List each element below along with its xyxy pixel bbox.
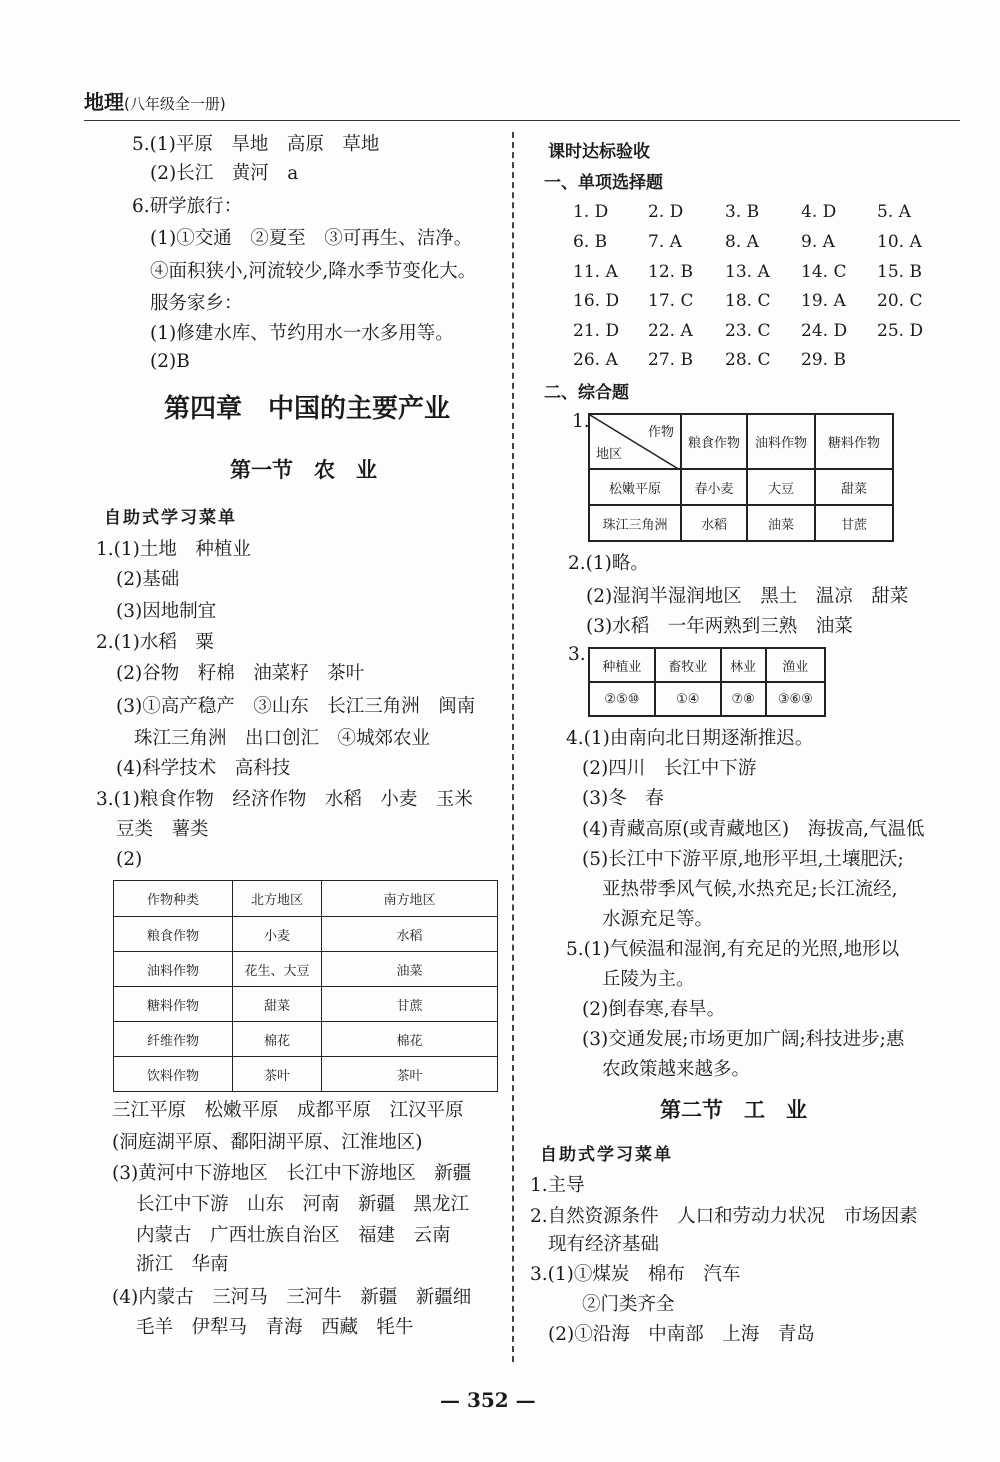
mc-answer: 7. A xyxy=(648,232,682,252)
comprehensive-heading: 二、综合题 xyxy=(544,383,629,403)
table-cell: ③⑥⑨ xyxy=(766,682,825,716)
answer-line: 珠江三角洲 出口创汇 ④城郊农业 xyxy=(134,728,431,749)
table-row xyxy=(589,682,825,716)
table-header-cell: 渔业 xyxy=(766,648,825,682)
table-header-row xyxy=(589,414,893,469)
answer-line: (2)倒春寒,春旱。 xyxy=(582,999,726,1020)
crop-table xyxy=(113,880,498,1092)
mc-answer: 28. C xyxy=(725,350,771,370)
answer-line: (2) xyxy=(116,849,143,870)
table-cell: ①④ xyxy=(655,682,721,716)
corner-label-top: 作物 xyxy=(647,425,674,440)
mc-answer: 4. D xyxy=(801,202,837,222)
answer-line: 浙江 华南 xyxy=(136,1254,229,1275)
table-cell: 油菜 xyxy=(747,505,815,541)
table-cell: 饮料作物 xyxy=(114,1057,233,1092)
answer-line: (2)B xyxy=(150,351,190,372)
answer-line: 内蒙古 广西壮族自治区 福建 云南 xyxy=(136,1225,451,1246)
mc-answer: 19. A xyxy=(801,291,846,311)
table-cell: 粮食作物 xyxy=(114,917,233,952)
answer-line: (5)长江中下游平原,地形平坦,土壤肥沃; xyxy=(582,849,904,870)
mc-answer: 22. A xyxy=(648,321,693,341)
answer-line: (4)内蒙古 三河马 三河牛 新疆 新疆细 xyxy=(112,1287,472,1308)
section-title: 第一节 农 业 xyxy=(230,458,377,482)
table-cell: 水稻 xyxy=(681,505,747,541)
mc-answer: 10. A xyxy=(877,232,922,252)
answer-line: 6.研学旅行： xyxy=(132,196,243,217)
table-cell: 甜菜 xyxy=(233,987,322,1022)
table-cell: 甘蔗 xyxy=(815,505,893,541)
table-cell: 甘蔗 xyxy=(322,987,498,1022)
table-row xyxy=(114,987,498,1022)
answer-line: (2)谷物 籽棉 油菜籽 茶叶 xyxy=(116,663,365,684)
check-heading: 课时达标验收 xyxy=(548,142,650,162)
mc-answer: 20. C xyxy=(877,291,923,311)
answer-line: 3.(1)粮食作物 经济作物 水稻 小麦 玉米 xyxy=(96,789,473,810)
answer-line: 5.(1)平原 旱地 高原 草地 xyxy=(132,134,380,155)
header-grade: (八年级全一册) xyxy=(124,95,226,113)
mc-answer: 25. D xyxy=(877,321,924,341)
table-cell: 油料作物 xyxy=(114,952,233,987)
table-cell: 水稻 xyxy=(322,917,498,952)
answer-line: (洞庭湖平原、鄱阳湖平原、江淮地区) xyxy=(112,1132,423,1153)
mc-answer: 6. B xyxy=(573,232,608,252)
single-choice-heading: 一、单项选择题 xyxy=(544,173,663,193)
table-header-cell: 粮食作物 xyxy=(681,414,747,469)
table-cell: 糖料作物 xyxy=(114,987,233,1022)
column-divider xyxy=(512,132,514,1362)
answer-line: 1.(1)土地 种植业 xyxy=(96,539,251,560)
table-row xyxy=(114,1057,498,1092)
answer-line: 豆类 薯类 xyxy=(116,819,209,840)
table-header-cell: 糖料作物 xyxy=(815,414,893,469)
mc-answer: 2. D xyxy=(648,202,684,222)
table-cell: 珠江三角洲 xyxy=(589,505,681,541)
table-cell: 大豆 xyxy=(747,469,815,505)
answer-line: ②门类齐全 xyxy=(582,1294,675,1315)
mc-answer: 18. C xyxy=(725,291,771,311)
answer-line: 3. xyxy=(568,644,586,665)
answer-line: 2.(1)略。 xyxy=(568,553,649,574)
table-cell: 松嫩平原 xyxy=(589,469,681,505)
answer-line: (2)基础 xyxy=(116,569,180,590)
answer-line: (3)冬 春 xyxy=(582,788,664,809)
mc-answer: 12. B xyxy=(648,262,693,282)
mc-answer: 24. D xyxy=(801,321,848,341)
answer-line: 三江平原 松嫩平原 成都平原 江汉平原 xyxy=(112,1100,464,1121)
table-header-cell: 北方地区 xyxy=(233,881,322,917)
corner-label-bottom: 地区 xyxy=(596,447,623,462)
table-cell: 茶叶 xyxy=(322,1057,498,1092)
diagonal-header-cell xyxy=(589,414,681,469)
answer-line: 服务家乡： xyxy=(150,293,243,314)
table-header-row xyxy=(114,881,498,917)
answer-line: (3)因地制宜 xyxy=(116,601,217,622)
table-header-row xyxy=(589,648,825,682)
answer-line: ④面积狭小,河流较少,降水季节变化大。 xyxy=(150,261,477,282)
mc-answer: 1. D xyxy=(573,202,609,222)
answer-line: 农政策越来越多。 xyxy=(602,1059,751,1080)
answer-line: (2)湿润半湿润地区 黑土 温凉 甜菜 xyxy=(586,586,909,607)
table-header-cell: 南方地区 xyxy=(322,881,498,917)
table-cell: 棉花 xyxy=(233,1022,322,1057)
mc-answer: 5. A xyxy=(877,202,911,222)
table-cell: ②⑤⑩ xyxy=(589,682,655,716)
region-crop-table xyxy=(588,413,894,542)
answer-line: 2.自然资源条件 人口和劳动力状况 市场因素 xyxy=(530,1206,918,1227)
answer-line: 4.(1)由南向北日期逐渐推迟。 xyxy=(566,728,814,749)
mc-answer: 23. C xyxy=(725,321,771,341)
study-menu-heading-2: 自助式学习菜单 xyxy=(540,1145,673,1165)
study-menu-heading: 自助式学习菜单 xyxy=(104,508,237,528)
table-header-cell: 林业 xyxy=(721,648,766,682)
answer-line: (2)①沿海 中南部 上海 青岛 xyxy=(548,1324,815,1345)
table-row xyxy=(589,505,893,541)
answer-line: (3)水稻 一年两熟到三熟 油菜 xyxy=(586,616,853,637)
answer-line: 长江中下游 山东 河南 新疆 黑龙江 xyxy=(136,1194,470,1215)
header-subject: 地理 xyxy=(84,90,124,114)
answer-line: 亚热带季风气候,水热充足;长江流经, xyxy=(602,879,898,900)
table-cell: 茶叶 xyxy=(233,1057,322,1092)
table-cell: 小麦 xyxy=(233,917,322,952)
industry-table xyxy=(588,647,826,717)
mc-answer: 8. A xyxy=(725,232,759,252)
answer-line: 丘陵为主。 xyxy=(602,969,695,990)
table-cell: 花生、大豆 xyxy=(233,952,322,987)
answer-line: 3.(1)①煤炭 棉布 汽车 xyxy=(530,1264,741,1285)
mc-answer: 14. C xyxy=(801,262,847,282)
answer-line: 1. xyxy=(572,411,590,432)
mc-answer: 16. D xyxy=(573,291,620,311)
answer-line: (3)①高产稳产 ③山东 长江三角洲 闽南 xyxy=(116,696,476,717)
table-row xyxy=(589,469,893,505)
answer-line: (2)四川 长江中下游 xyxy=(582,758,757,779)
table-row xyxy=(114,917,498,952)
table-cell: 甜菜 xyxy=(815,469,893,505)
mc-answer: 17. C xyxy=(648,291,694,311)
mc-answer: 11. A xyxy=(573,262,618,282)
mc-answer: 15. B xyxy=(877,262,922,282)
table-header-cell: 作物种类 xyxy=(114,881,233,917)
answer-line: 毛羊 伊犁马 青海 西藏 牦牛 xyxy=(136,1317,414,1338)
section-title-2: 第二节 工 业 xyxy=(660,1098,807,1122)
mc-answer: 29. B xyxy=(801,350,846,370)
header-rule xyxy=(84,120,960,121)
answer-line: 水源充足等。 xyxy=(602,909,714,930)
table-header-cell: 畜牧业 xyxy=(655,648,721,682)
answer-line: (1)修建水库、节约用水一水多用等。 xyxy=(150,323,454,344)
mc-answer: 26. A xyxy=(573,350,618,370)
mc-answer: 13. A xyxy=(725,262,770,282)
answer-line: 5.(1)气候温和湿润,有充足的光照,地形以 xyxy=(566,939,900,960)
answer-line: (1)①交通 ②夏至 ③可再生、洁净。 xyxy=(150,228,473,249)
table-cell: 油菜 xyxy=(322,952,498,987)
answer-line: (3)黄河中下游地区 长江中下游地区 新疆 xyxy=(112,1163,472,1184)
table-cell: 纤维作物 xyxy=(114,1022,233,1057)
running-header xyxy=(84,86,226,115)
mc-answer: 9. A xyxy=(801,232,835,252)
table-cell: 春小麦 xyxy=(681,469,747,505)
answer-line: 1.主导 xyxy=(530,1175,585,1196)
mc-answer: 3. B xyxy=(725,202,760,222)
table-cell: 棉花 xyxy=(322,1022,498,1057)
table-row xyxy=(114,952,498,987)
table-row xyxy=(114,1022,498,1057)
answer-line: 现有经济基础 xyxy=(548,1234,660,1255)
answer-line: (2)长江 黄河 a xyxy=(150,163,299,184)
answer-line: 2.(1)水稻 粟 xyxy=(96,632,214,653)
answer-line: (4)青藏高原(或青藏地区) 海拔高,气温低 xyxy=(582,819,925,840)
answer-line: (4)科学技术 高科技 xyxy=(116,758,291,779)
table-cell: ⑦⑧ xyxy=(721,682,766,716)
mc-answer: 27. B xyxy=(648,350,693,370)
mc-answer: 21. D xyxy=(573,321,620,341)
chapter-title: 第四章 中国的主要产业 xyxy=(164,394,451,424)
table-header-cell: 油料作物 xyxy=(747,414,815,469)
page-number: — 352 — xyxy=(440,1388,536,1412)
answer-line: (3)交通发展;市场更加广阔;科技进步;惠 xyxy=(582,1029,905,1050)
table-header-cell: 种植业 xyxy=(589,648,655,682)
